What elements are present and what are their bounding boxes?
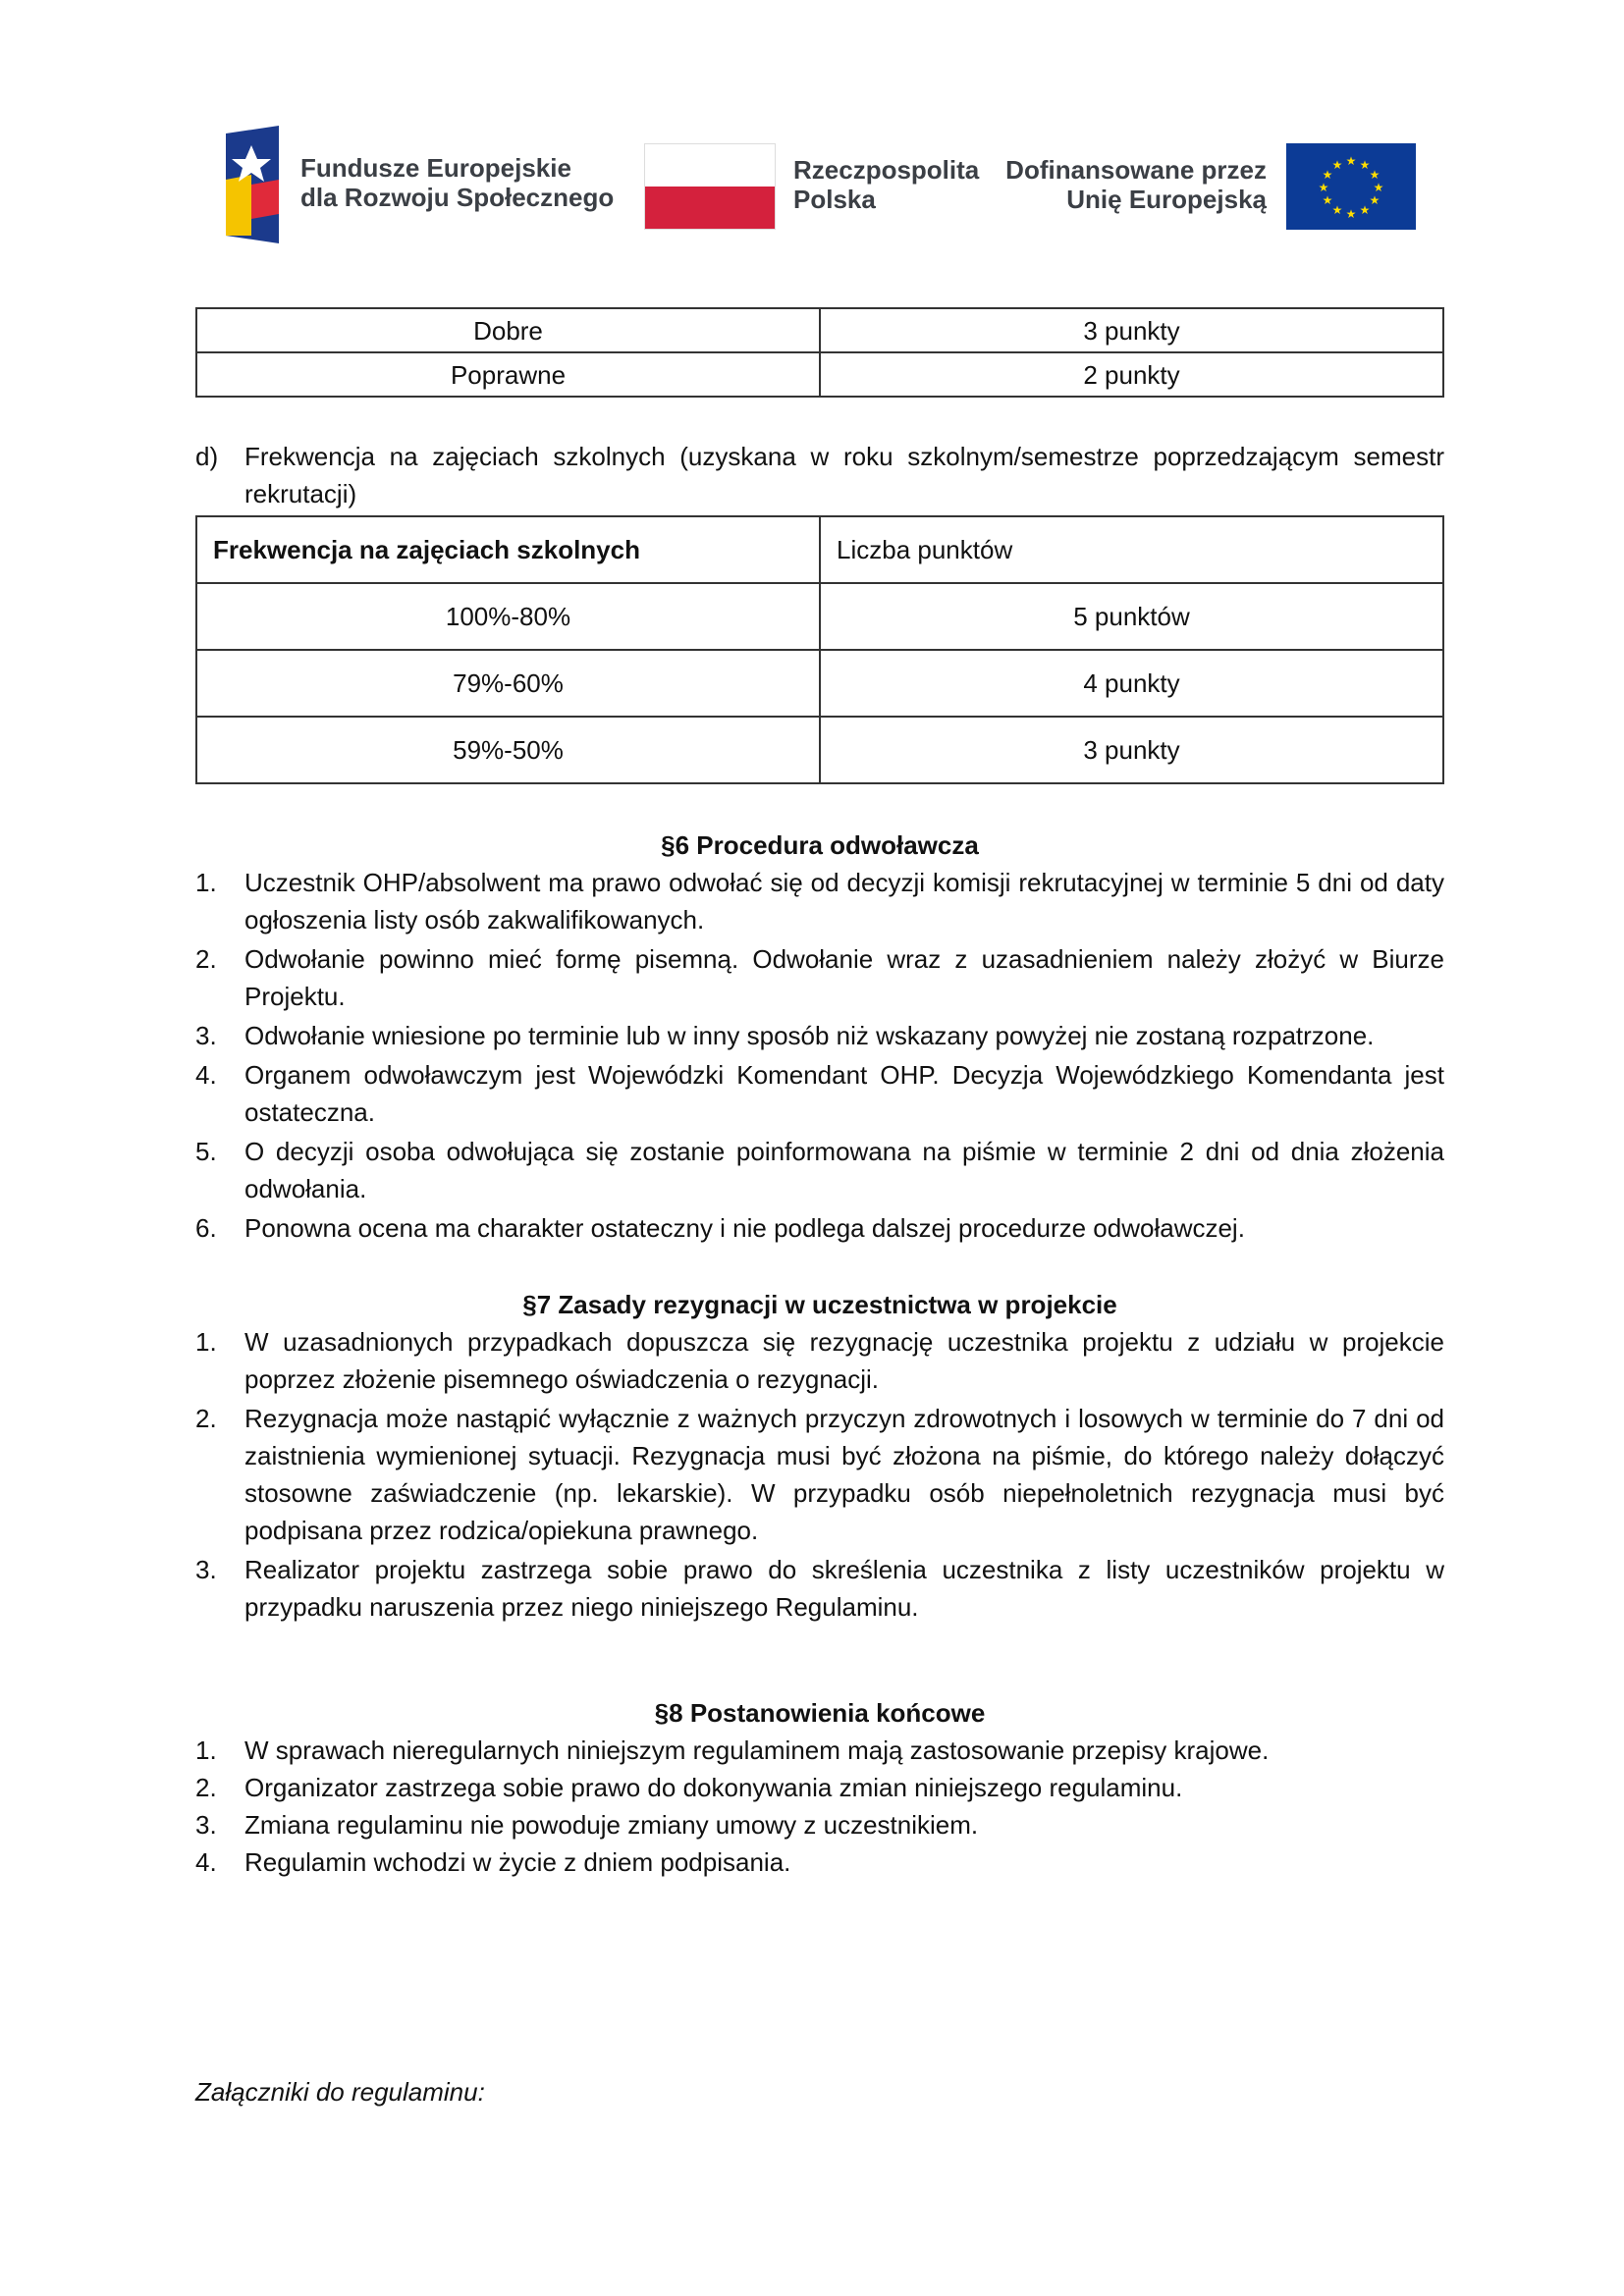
fe-logo-line2: dla Rozwoju Społecznego <box>300 183 615 212</box>
list-number: 3. <box>195 1555 217 1584</box>
list-item <box>195 940 1444 1015</box>
list-item-text: Realizator projektu zastrzega sobie prawo do skreślenia uczestnika z listy uczestników projektu w przypadku naruszenia przez niego niniejszego Regulaminu. <box>244 1555 1444 1622</box>
list-item <box>195 1400 1444 1549</box>
list-number: 1. <box>195 1327 217 1357</box>
section6-list <box>195 864 1444 1247</box>
attendance-table <box>195 515 1444 784</box>
list-number: 5. <box>195 1137 217 1166</box>
eu-flag-icon <box>1286 143 1416 230</box>
list-item-text: Frekwencja na zajęciach szkolnych (uzyskana w roku szkolnym/semestrze poprzedzającym semestr rekrutacji) <box>244 442 1444 508</box>
list-item <box>195 1551 1444 1626</box>
svg-text:★: ★ <box>1331 158 1343 172</box>
section6-title: §6 Procedura odwoławcza <box>661 830 979 860</box>
list-item-text: Odwołanie wniesione po terminie lub w inny sposób niż wskazany powyżej nie zostaną rozpatrzone. <box>244 1021 1375 1050</box>
section8-title: §8 Postanowienia końcowe <box>654 1698 986 1728</box>
fe-logo-icon <box>222 126 283 243</box>
list-item <box>195 1056 1444 1131</box>
list-item <box>195 1769 1444 1806</box>
table-row <box>196 583 1443 650</box>
svg-text:★: ★ <box>1359 203 1371 217</box>
list-item <box>195 1133 1444 1207</box>
list-item-text: Uczestnik OHP/absolwent ma prawo odwołać się od decyzji komisji rekrutacyjnej w terminie 5 dni od daty ogłoszenia listy osób zakwalifikowanych. <box>244 868 1444 934</box>
list-item-text: Organizator zastrzega sobie prawo do dokonywania zmian niniejszego regulaminu. <box>244 1773 1183 1802</box>
eu-logo-line1: Dofinansowane przez <box>1005 155 1267 185</box>
list-item <box>195 1017 1444 1054</box>
svg-text:★: ★ <box>1345 207 1357 221</box>
svg-text:★: ★ <box>1345 154 1357 168</box>
list-item-text: O decyzji osoba odwołująca się zostanie poinformowana na piśmie w terminie 2 dni od dnia złożenia odwołania. <box>244 1137 1444 1203</box>
table-row <box>196 352 1443 397</box>
list-number: 3. <box>195 1021 217 1050</box>
list-number: 6. <box>195 1213 217 1243</box>
list-item <box>195 1732 1444 1769</box>
list-number: 4. <box>195 1847 217 1877</box>
table-cell: 100%-80% <box>196 583 820 650</box>
list-number: 2. <box>195 1773 217 1802</box>
list-item-text: Ponowna ocena ma charakter ostateczny i nie podlega dalszej procedurze odwoławczej. <box>244 1213 1245 1243</box>
table-row <box>196 308 1443 352</box>
list-number: 1. <box>195 1735 217 1765</box>
svg-text:★: ★ <box>1331 203 1343 217</box>
section7-list <box>195 1323 1444 1626</box>
score-table-continued <box>195 307 1444 398</box>
list-number: 4. <box>195 1060 217 1090</box>
list-item-text: Zmiana regulaminu nie powoduje zmiany umowy z uczestnikiem. <box>244 1810 979 1840</box>
list-item-text: Rezygnacja może nastąpić wyłącznie z ważnych przyczyn zdrowotnych i losowych w terminie do 7 dni od zaistnienia wymienionej sytuacji. Rezygnacja musi być złożona na piśmie, do którego należy dołączyć stosowne zaświadczenie (np. lekarskie). W przypadku osób niepełnoletnich rezygnacja musi być podpisana przez rodzica/opiekuna prawnego. <box>244 1404 1444 1545</box>
eu-logo-line2: Unię Europejską <box>1066 185 1267 214</box>
table-cell: 4 punkty <box>820 650 1443 717</box>
list-number: 2. <box>195 944 217 974</box>
table-cell: 2 punkty <box>820 352 1443 397</box>
fe-logo-line1: Fundusze Europejskie <box>300 153 571 183</box>
list-item-text: Odwołanie powinno mieć formę pisemną. Odwołanie wraz z uzasadnieniem należy złożyć w Biurze Projektu. <box>244 944 1444 1011</box>
table-row <box>196 717 1443 783</box>
svg-text:★: ★ <box>1318 181 1329 194</box>
list-item-text: Regulamin wchodzi w życie z dniem podpisania. <box>244 1847 791 1877</box>
table-header-cell: Liczba punktów <box>820 516 1443 583</box>
svg-text:★: ★ <box>1369 193 1380 207</box>
list-item-text: W sprawach nieregularnych niniejszym regulaminem mają zastosowanie przepisy krajowe. <box>244 1735 1270 1765</box>
list-marker: d) <box>195 442 219 471</box>
section-d <box>195 438 1444 512</box>
list-number: 3. <box>195 1810 217 1840</box>
list-number: 1. <box>195 868 217 897</box>
eu-logo-text <box>1005 155 1267 214</box>
list-item <box>195 1209 1444 1247</box>
table-cell: Poprawne <box>196 352 820 397</box>
table-cell: 3 punkty <box>820 308 1443 352</box>
list-item <box>195 1323 1444 1398</box>
section8-list <box>195 1732 1444 1881</box>
table-header-cell: Frekwencja na zajęciach szkolnych <box>196 516 820 583</box>
rp-logo-line2: Polska <box>793 185 876 214</box>
fe-logo-text <box>300 153 614 212</box>
svg-text:★: ★ <box>1359 158 1371 172</box>
table-cell: 5 punktów <box>820 583 1443 650</box>
svg-text:★: ★ <box>1369 168 1380 182</box>
table-header-row <box>196 516 1443 583</box>
table-cell: 59%-50% <box>196 717 820 783</box>
table-cell: 3 punkty <box>820 717 1443 783</box>
section7-title: §7 Zasady rezygnacji w uczestnictwa w projekcie <box>522 1290 1117 1319</box>
polish-flag-icon <box>644 143 776 230</box>
list-item <box>195 438 1444 512</box>
attachments-label: Załączniki do regulaminu: <box>195 2077 485 2107</box>
rp-logo-line1: Rzeczpospolita <box>793 155 980 185</box>
svg-text:★: ★ <box>1373 181 1384 194</box>
list-number: 2. <box>195 1404 217 1433</box>
rp-logo-text <box>793 155 979 214</box>
list-item-text: W uzasadnionych przypadkach dopuszcza się rezygnację uczestnika projektu z udziału w projekcie poprzez złożenie pisemnego oświadczenia o rezygnacji. <box>244 1327 1444 1394</box>
table-row <box>196 650 1443 717</box>
table-cell: 79%-60% <box>196 650 820 717</box>
list-item <box>195 1806 1444 1843</box>
list-item <box>195 1843 1444 1881</box>
list-item-text: Organem odwoławczym jest Wojewódzki Komendant OHP. Decyzja Wojewódzkiego Komendanta jest ostateczna. <box>244 1060 1444 1127</box>
table-cell: Dobre <box>196 308 820 352</box>
svg-text:★: ★ <box>1322 168 1333 182</box>
list-item <box>195 864 1444 938</box>
header-logos <box>222 126 1416 243</box>
svg-text:★: ★ <box>1322 193 1333 207</box>
